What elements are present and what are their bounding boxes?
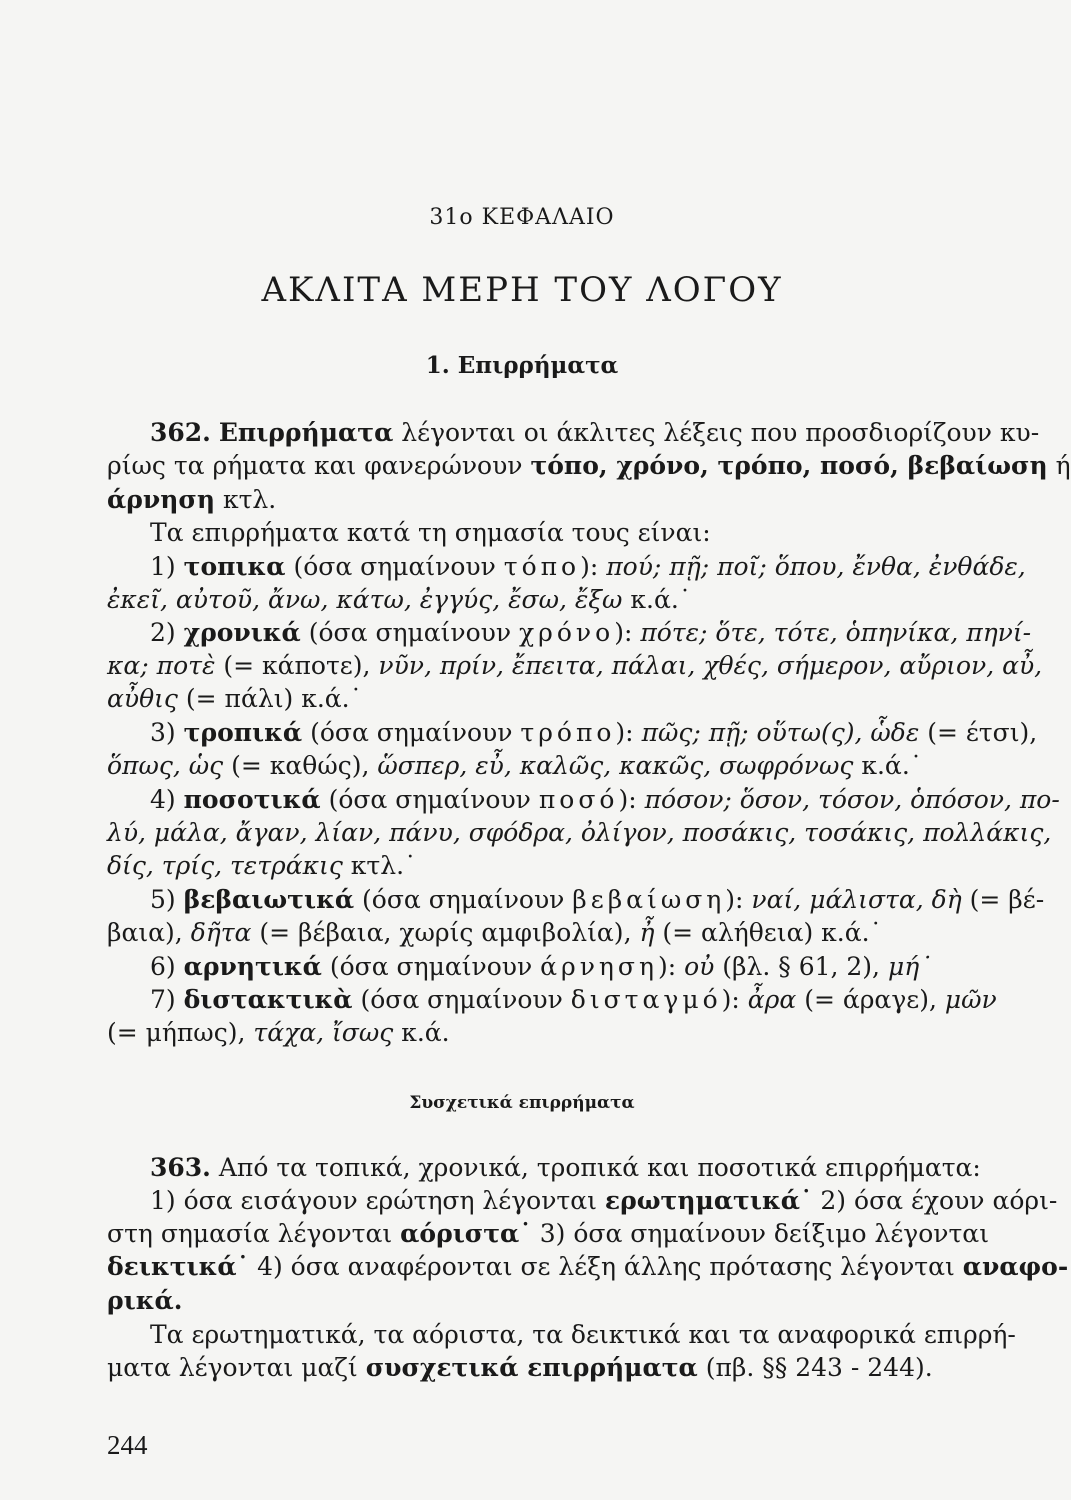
spaced-text: δισταγμό	[570, 985, 722, 1014]
item-4-line-1	[150, 785, 1060, 815]
text: (πβ. §§ 243 - 244).	[705, 1353, 933, 1382]
item-2-line-1	[150, 618, 1032, 648]
examples: μή˙	[887, 952, 932, 981]
p362-line-1	[150, 418, 1040, 448]
text: (= έτσι),	[927, 718, 1038, 747]
cross-reference: (βλ. § 61, 2),	[722, 952, 880, 981]
p363-line-6	[150, 1320, 1016, 1350]
text: (όσα σημαίνουν	[328, 785, 531, 814]
text: (= πάλι) κ.ά.˙	[185, 684, 363, 713]
examples: οὐ	[684, 952, 715, 981]
text: κτλ.	[222, 485, 277, 514]
item-5-line-1	[150, 885, 1045, 915]
examples: κα; ποτὲ	[107, 651, 216, 680]
term: Επιρρήματα	[218, 418, 394, 447]
examples: πῶς; πῇ; οὕτω(ς), ὧδε	[641, 718, 920, 747]
examples: ἐκεῖ, αὐτοῦ, ἄνω, κάτω, ἐγγύς, ἔσω, ἔξω	[107, 585, 623, 614]
term: χρονικά	[183, 618, 301, 647]
examples: αὖθις	[107, 684, 178, 713]
p363-line-3	[107, 1219, 989, 1249]
examples: ἆρα	[747, 985, 797, 1014]
text: (όσα σημαίνουν	[360, 985, 563, 1014]
text: (= βέ-	[969, 885, 1045, 914]
p363-line-5	[107, 1286, 967, 1316]
examples: πού; πῇ; ποῖ; ὅπου, ἔνθα, ἐνθάδε,	[606, 552, 1026, 581]
text: (= άραγε),	[804, 985, 937, 1014]
spaced-text: τόπο	[503, 552, 581, 581]
paragraph-number: 362.	[150, 418, 211, 447]
item-number: 4)	[150, 785, 176, 814]
examples: μῶν	[944, 985, 997, 1014]
text: ):	[725, 885, 744, 914]
item-number: 6)	[150, 952, 176, 981]
text: (= βέβαια, χωρίς αμφιβολία),	[259, 918, 632, 947]
item-1-line-1	[150, 552, 1026, 582]
page-number: 244	[107, 1430, 148, 1460]
text: στη σημασία λέγονται	[107, 1219, 393, 1248]
item-4-line-3	[107, 851, 967, 881]
text: κτλ.˙	[350, 851, 417, 880]
item-3-line-1	[150, 718, 1038, 748]
examples: ὅπως, ὡς	[107, 751, 224, 780]
term: τόπο, χρόνο, τρόπο, ποσό, βεβαίωση	[530, 451, 1048, 480]
term: άρνηση	[107, 485, 215, 514]
examples: ναί, μάλιστα, δὴ	[751, 885, 962, 914]
item-4-line-2	[107, 818, 1052, 848]
text: Από τα τοπικά, χρονικά, τροπικά και ποσοτικά επιρρήματα:	[218, 1153, 981, 1182]
text: ):	[618, 785, 637, 814]
text: κ.ά.˙	[861, 751, 923, 780]
text: (όσα σημαίνουν	[329, 952, 533, 981]
item-number: 2)	[150, 618, 176, 647]
text: 3) όσα σημαίνουν δείξιμο λέγονται	[539, 1219, 989, 1248]
term: αναφο-	[962, 1252, 1069, 1281]
examples: νῦν, πρίν, ἔπειτα, πάλαι, χθές, σήμερον, αὔριον, αὖ,	[378, 651, 1043, 680]
text: κ.ά.	[401, 1018, 450, 1047]
term: δεικτικά˙	[107, 1252, 250, 1281]
text: 4) όσα αναφέρονται σε λέξη άλλης πρότασης λέγονται	[257, 1252, 955, 1281]
item-2-line-2	[107, 651, 1043, 681]
spaced-text: ποσό	[538, 785, 619, 814]
item-number: 1)	[150, 552, 176, 581]
p363-line-1	[150, 1153, 981, 1183]
item-7-line-1	[150, 985, 997, 1015]
text: ):	[657, 952, 677, 981]
item-2-line-3	[107, 684, 967, 714]
chapter-title: ΑΚΛΙΤΑ ΜΕΡΗ ΤΟΥ ΛΟΓΟΥ	[261, 270, 783, 310]
term: τοπικα	[183, 552, 286, 581]
p363-line-4	[107, 1252, 1069, 1282]
item-number: 3)	[150, 718, 176, 747]
term: βεβαιωτικά	[183, 885, 355, 914]
examples: πότε; ὅτε, τότε, ὁπηνίκα, πηνί-	[640, 618, 1032, 647]
term: αόριστα˙	[400, 1219, 532, 1248]
text: λέγονται οι άκλιτες λέξεις που προσδιορίζουν κυ-	[401, 418, 1040, 447]
item-5-line-2	[107, 918, 967, 948]
text: (όσα σημαίνουν	[362, 885, 565, 914]
examples: λύ, μάλα, ἄγαν, λίαν, πάνυ, σφόδρα, ὀλίγον, ποσάκις, τοσάκις, πολλάκις,	[107, 818, 1052, 847]
text: ):	[580, 552, 599, 581]
section-heading: 1. Επιρρήματα	[425, 352, 619, 379]
paragraph-number: 363.	[150, 1153, 211, 1182]
examples: ἦ	[639, 918, 655, 947]
term: αρνητικά	[183, 952, 322, 981]
examples: δίς, τρίς, τετράκις	[107, 851, 343, 880]
examples: ὥσπερ, εὖ, καλῶς, κακῶς, σωφρόνως	[377, 751, 854, 780]
term: ερωτηματικά˙	[604, 1186, 813, 1215]
item-6-line-1	[150, 952, 1010, 982]
spaced-text: τρόπο	[520, 718, 616, 747]
term: ποσοτικά	[183, 785, 321, 814]
item-7-line-2	[107, 1018, 967, 1048]
p363-line-7	[107, 1353, 967, 1383]
subsection-heading: Συσχετικά επιρρήματα	[409, 1093, 635, 1113]
text: ):	[614, 618, 633, 647]
text: (= αλήθεια) κ.ά.˙	[662, 918, 883, 947]
item-1-line-2	[107, 585, 967, 615]
text: ρίως τα ρήματα και φανερώνουν	[107, 451, 523, 480]
item-number: 5)	[150, 885, 176, 914]
text: ματα λέγονται μαζί	[107, 1353, 358, 1382]
text: 2) όσα έχουν αόρι-	[820, 1186, 1058, 1215]
item-number: 7)	[150, 985, 176, 1014]
text: (όσα σημαίνουν	[310, 718, 513, 747]
examples: δῆτα	[190, 918, 252, 947]
text: 1) όσα εισάγουν ερώτηση λέγονται	[150, 1186, 597, 1215]
examples: τάχα, ἴσως	[253, 1018, 394, 1047]
text: (= μήπως),	[107, 1018, 246, 1047]
text: ):	[721, 985, 740, 1014]
text: (όσα σημαίνουν	[293, 552, 496, 581]
text: (= κάποτε),	[223, 651, 371, 680]
chapter-label: 31ο ΚΕΦΑΛΑΙΟ	[429, 205, 615, 230]
term: ρικά.	[107, 1286, 183, 1315]
text: κ.ά.˙	[630, 585, 692, 614]
spaced-text: βεβαίωση	[572, 885, 726, 914]
p362-line-2	[107, 451, 1071, 481]
item-3-line-2	[107, 751, 967, 781]
term: συσχετικά επιρρήματα	[365, 1353, 698, 1382]
text: Τα ερωτηματικά, τα αόριστα, τα δεικτικά και τα αναφορικά επιρρή-	[150, 1320, 1016, 1349]
examples: πόσον; ὅσον, τόσον, ὁπόσον, πο-	[644, 785, 1060, 814]
term: τροπικά	[183, 718, 303, 747]
spaced-text: χρόνο	[519, 618, 615, 647]
text: (= καθώς),	[231, 751, 370, 780]
p363-line-2	[150, 1186, 1058, 1216]
text: ή	[1055, 451, 1071, 480]
term: διστακτικὰ	[183, 985, 353, 1014]
p362-intro: Τα επιρρήματα κατά τη σημασία τους είναι:	[150, 518, 711, 547]
text: (όσα σημαίνουν	[308, 618, 512, 647]
text: ):	[615, 718, 634, 747]
spaced-text: άρνηση	[540, 952, 658, 981]
text: βαια),	[107, 918, 183, 947]
p362-line-3	[107, 485, 967, 515]
